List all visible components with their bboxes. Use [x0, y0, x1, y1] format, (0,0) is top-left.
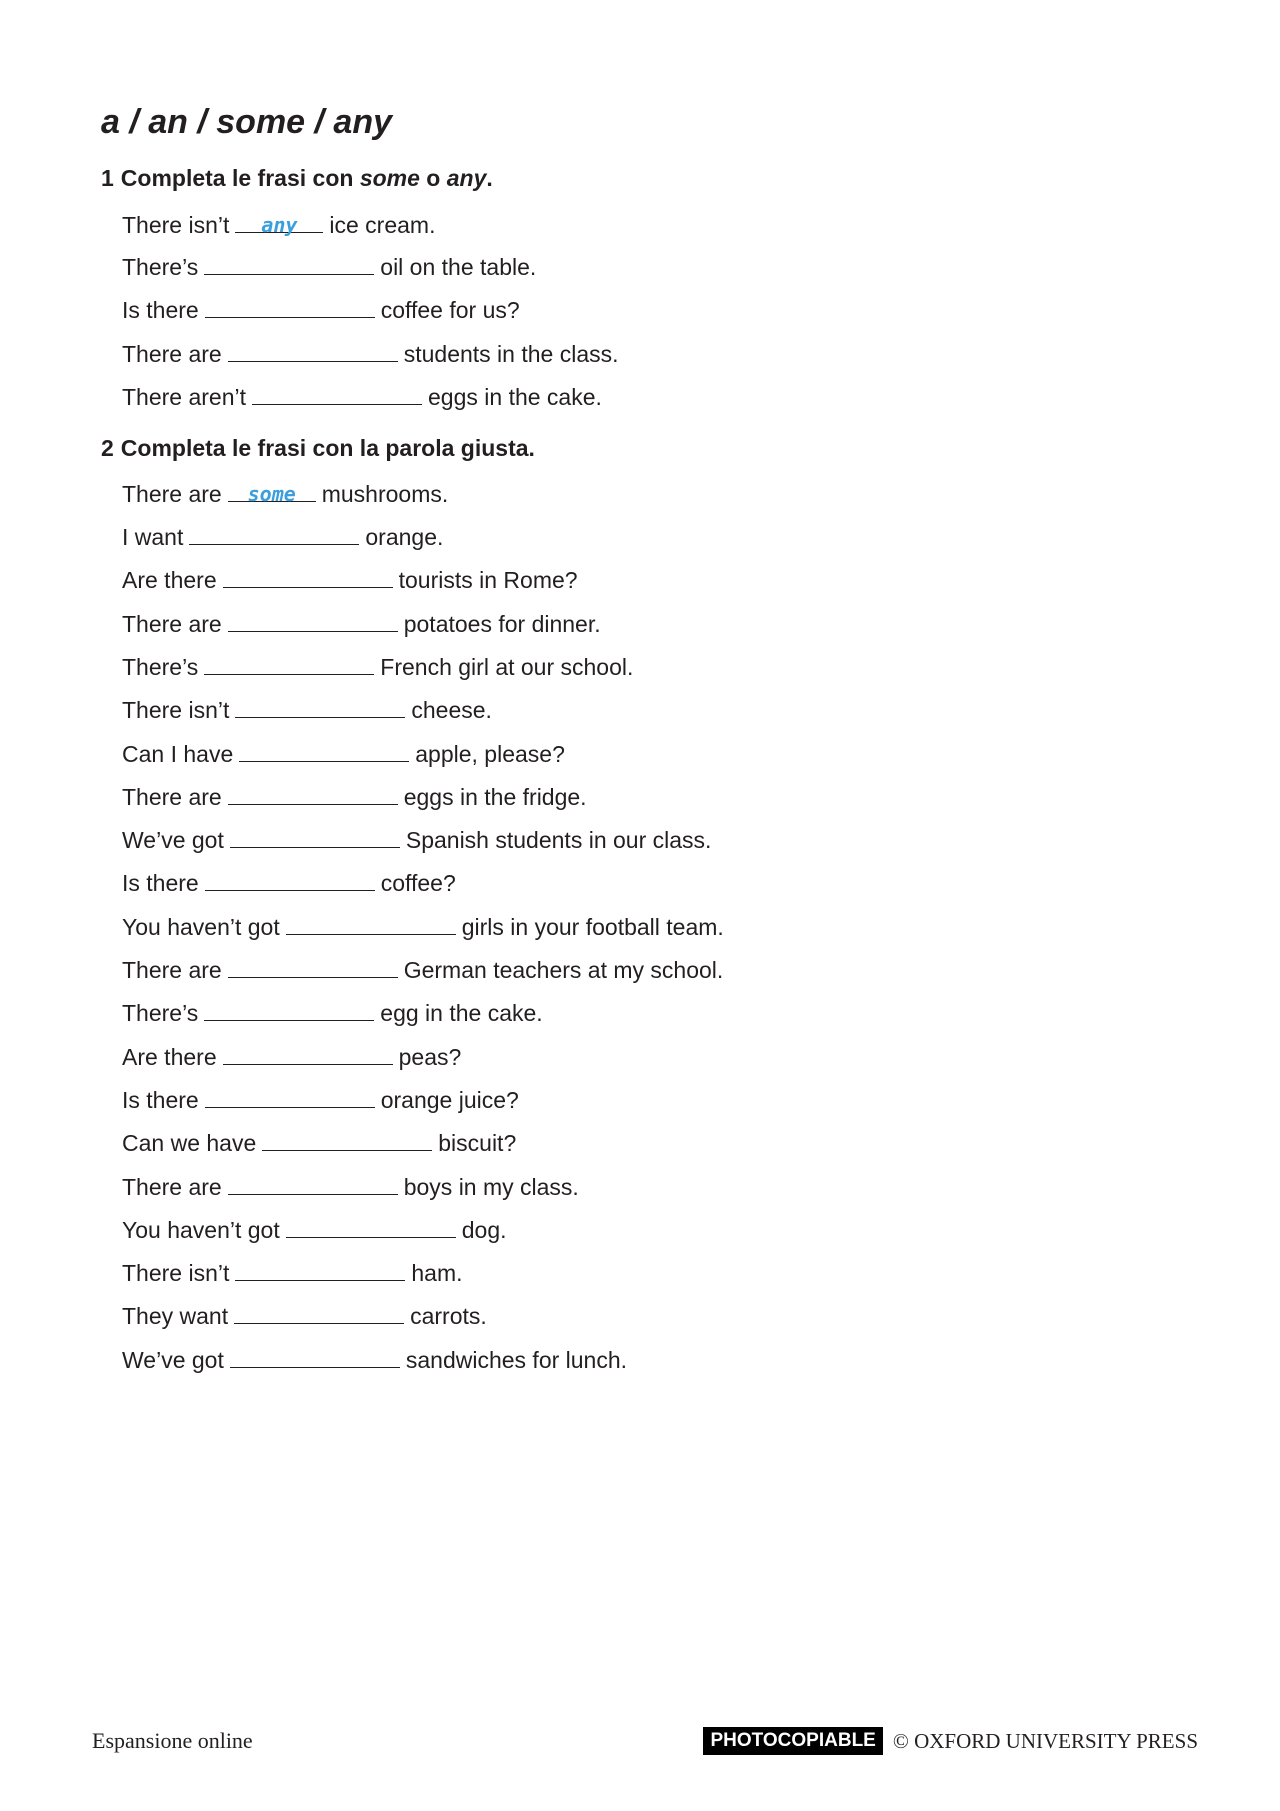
- item-text-before: There are: [122, 957, 222, 983]
- item-text-after: Spanish students in our class.: [405, 827, 712, 854]
- example-answer: some: [247, 482, 296, 506]
- item-text-before: There are: [122, 340, 222, 367]
- example-blank: [235, 210, 323, 237]
- item-text-before: There’s: [122, 254, 199, 280]
- exercise-number: 2: [101, 435, 114, 461]
- item-text-after: orange juice?: [380, 1086, 519, 1113]
- answer-blank[interactable]: [228, 609, 398, 632]
- item-text-before: There isn’t: [122, 697, 230, 724]
- item-text-after: German teachers at my school.: [403, 957, 724, 983]
- answer-blank[interactable]: [205, 868, 375, 891]
- item-text-before: You haven’t got: [122, 913, 280, 940]
- example-answer: any: [261, 213, 298, 237]
- item-text-after: girls in your football team.: [461, 913, 724, 940]
- answer-blank[interactable]: [223, 1042, 393, 1065]
- answer-blank[interactable]: [230, 1345, 400, 1368]
- item-text-before: There are: [122, 783, 222, 810]
- item-text-before: Is there: [122, 297, 199, 324]
- item-text-after: oil on the table.: [380, 254, 537, 280]
- footer-copyright-block: [703, 1726, 1198, 1756]
- answer-blank[interactable]: [235, 1258, 405, 1281]
- copyright-text: © OXFORD UNIVERSITY PRESS: [892, 1729, 1198, 1753]
- item-text-after: eggs in the fridge.: [403, 783, 587, 810]
- exercise-1-instruction: 1 Completa le frasi con some o any.: [101, 165, 493, 191]
- item-text-before: There are: [122, 1173, 222, 1200]
- item-text-before: There’s: [122, 1000, 199, 1027]
- item-text-after: tourists in Rome?: [398, 567, 578, 594]
- item-text-after: ham.: [411, 1260, 463, 1287]
- exercise-2-instruction: 2 Completa le frasi con la parola giusta.: [101, 435, 535, 461]
- item-text-before: There aren’t: [122, 383, 247, 410]
- answer-blank[interactable]: [252, 382, 422, 405]
- item-text-before: They want: [122, 1303, 229, 1330]
- item-text-after: boys in my class.: [403, 1173, 579, 1200]
- answer-blank[interactable]: [204, 998, 374, 1021]
- item-text-before: There isn’t: [122, 1260, 230, 1287]
- exercise-number: 1: [101, 165, 114, 191]
- item-text-after: coffee?: [380, 870, 456, 897]
- photocopiable-badge: PHOTOCOPIABLE: [703, 1727, 882, 1755]
- item-text-after: coffee for us?: [380, 297, 520, 324]
- answer-blank[interactable]: [286, 912, 456, 935]
- footer-online-expansion: Espansione online: [92, 1728, 253, 1753]
- item-text-after: sandwiches for lunch.: [405, 1346, 628, 1373]
- answer-blank[interactable]: [204, 252, 374, 275]
- answer-blank[interactable]: [228, 339, 398, 362]
- item-text-before: Are there: [122, 1043, 217, 1070]
- item-text-before: Are there: [122, 567, 217, 594]
- answer-blank[interactable]: [234, 1301, 404, 1324]
- item-text-after: orange.: [365, 524, 444, 550]
- answer-blank[interactable]: [239, 739, 409, 762]
- item-text-after: students in the class.: [403, 340, 619, 367]
- page-title: a / an / some / any: [101, 103, 393, 141]
- item-text-after: peas?: [398, 1043, 462, 1070]
- item-text-before: There’s: [122, 653, 199, 680]
- item-text-after: cheese.: [411, 697, 492, 724]
- answer-blank[interactable]: [262, 1128, 432, 1151]
- item-text-before: Can we have: [122, 1130, 257, 1157]
- answer-blank[interactable]: [228, 955, 398, 978]
- answer-blank[interactable]: [204, 652, 374, 675]
- item-text-after: biscuit?: [438, 1130, 517, 1157]
- answer-blank[interactable]: [228, 782, 398, 805]
- item-text-after: egg in the cake.: [380, 1000, 543, 1027]
- answer-blank[interactable]: [286, 1215, 456, 1238]
- item-text-after: French girl at our school.: [380, 653, 634, 680]
- item-text-before: There are: [122, 610, 222, 637]
- answer-blank[interactable]: [205, 295, 375, 318]
- answer-blank[interactable]: [235, 695, 405, 718]
- answer-blank[interactable]: [228, 1172, 398, 1195]
- item-text-before: Is there: [122, 1086, 199, 1113]
- answer-blank[interactable]: [205, 1085, 375, 1108]
- item-text-before: Is there: [122, 870, 199, 897]
- example-blank: [228, 479, 316, 506]
- answer-blank[interactable]: [189, 522, 359, 545]
- item-text-before: I want: [122, 524, 184, 550]
- item-text-after: apple, please?: [415, 740, 565, 767]
- item-text-after: carrots.: [410, 1303, 487, 1330]
- item-text-before: We’ve got: [122, 827, 224, 854]
- item-text-after: eggs in the cake.: [428, 383, 602, 410]
- item-text-after: dog.: [461, 1216, 507, 1243]
- item-text-before: Can I have: [122, 740, 234, 767]
- answer-blank[interactable]: [223, 565, 393, 588]
- item-text-after: potatoes for dinner.: [403, 610, 601, 637]
- answer-blank[interactable]: [230, 825, 400, 848]
- item-text-before: You haven’t got: [122, 1216, 280, 1243]
- item-text-before: We’ve got: [122, 1346, 224, 1373]
